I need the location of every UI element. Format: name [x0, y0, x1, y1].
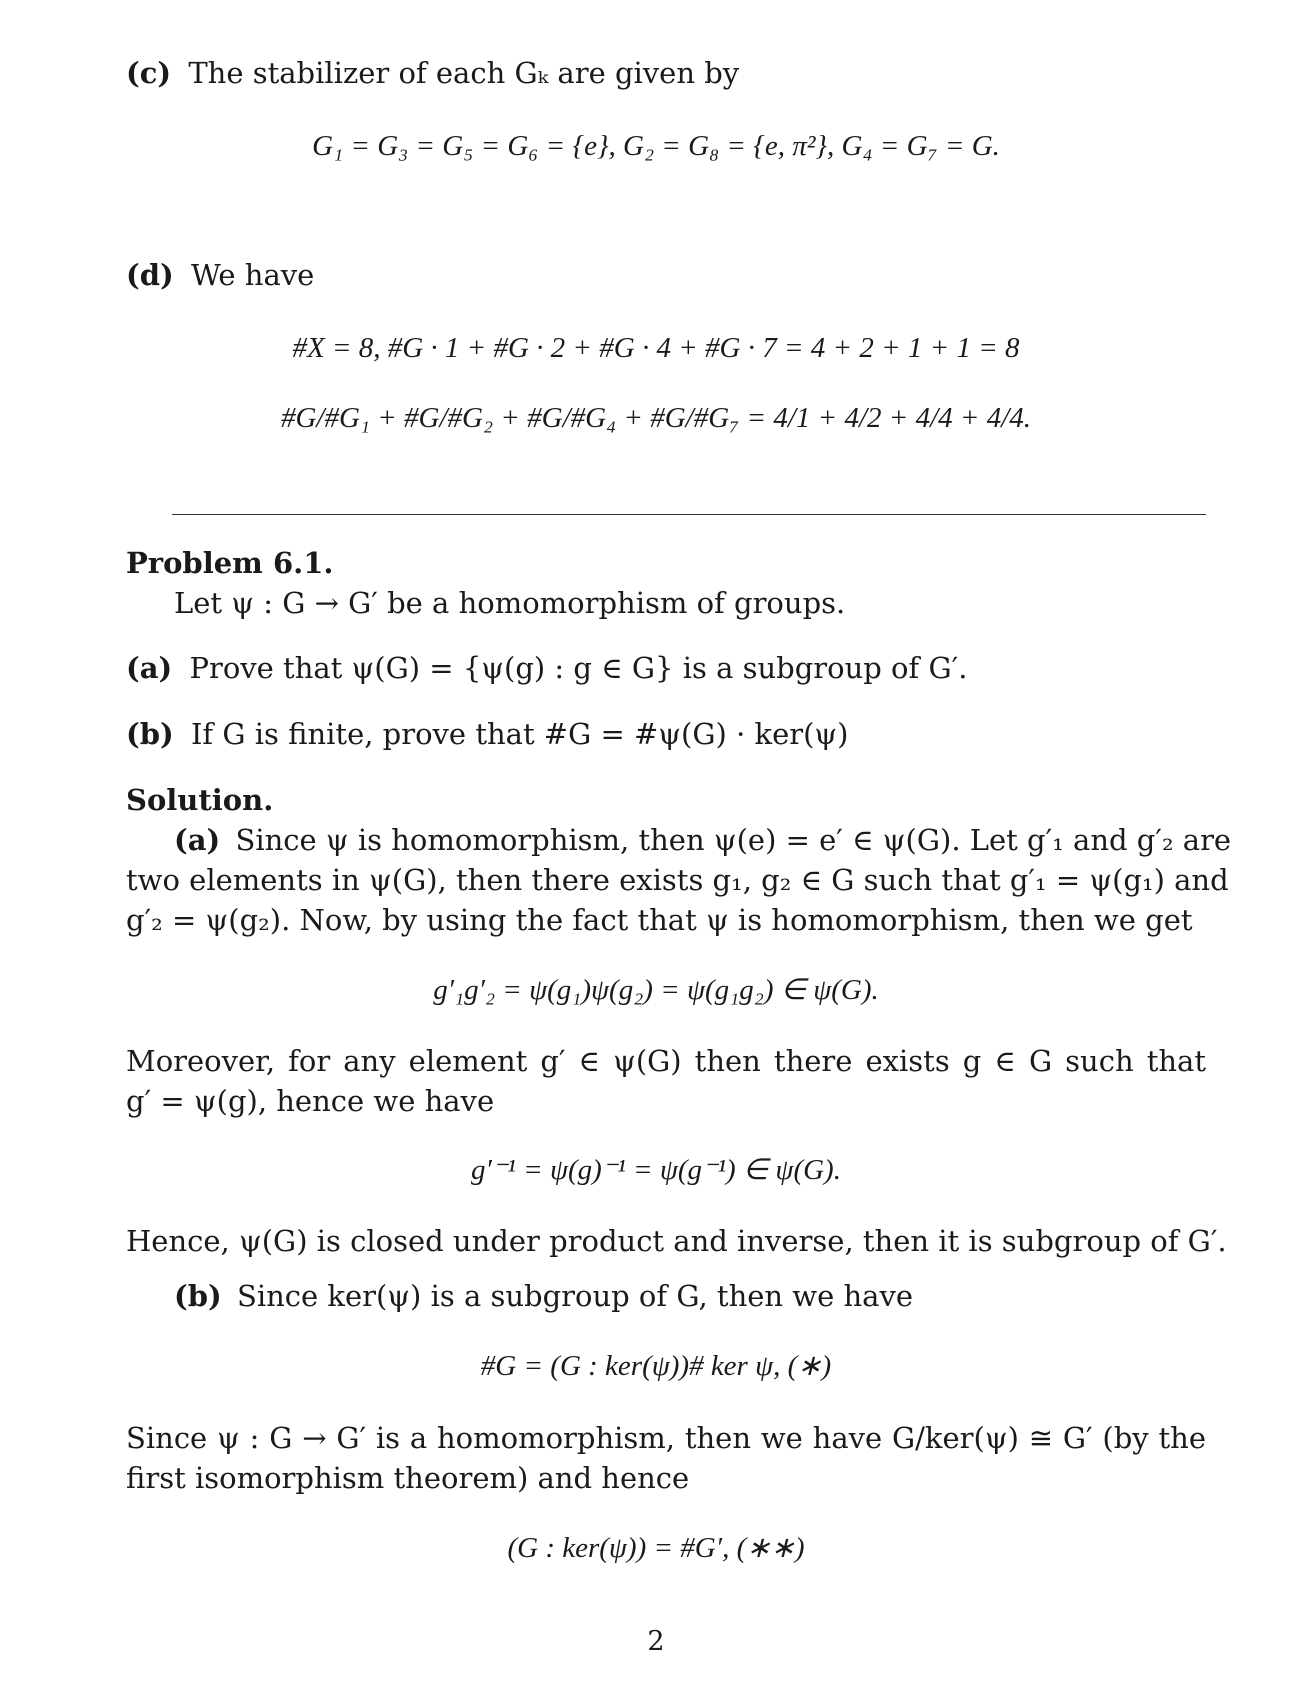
problem-b-text: If G is finite, prove that #G = #ψ(G) · ker(ψ)	[190, 717, 849, 751]
problem-part-b	[126, 716, 848, 752]
solution-equation-4: (G : ker(ψ)) = #G′, (∗∗)	[507, 1532, 805, 1564]
part-c-line	[126, 55, 739, 91]
part-d-line	[126, 257, 314, 293]
solution-equation-1: g′₁g′₂ = ψ(g₁)ψ(g₂) = ψ(g₁g₂) ∈ ψ(G).	[433, 974, 879, 1006]
problem-title: Problem 6.1.	[126, 546, 334, 580]
solution-equation-3: #G = (G : ker(ψ))# ker ψ, (∗)	[480, 1350, 832, 1382]
section-divider	[172, 514, 1206, 515]
solution-line-4: Moreover, for any element g′ ∈ ψ(G) then there exists g ∈ G such that	[126, 1044, 1206, 1078]
solution-line-7-text: Since ker(ψ) is a subgroup of G, then we have	[236, 1279, 914, 1313]
problem-b-label: (b)	[126, 717, 174, 751]
solution-line-1	[174, 822, 1232, 858]
solution-line-9: first isomorphism theorem) and hence	[126, 1461, 690, 1495]
solution-line-8: Since ψ : G → G′ is a homomorphism, then we have G/ker(ψ) ≅ G′ (by the	[126, 1421, 1206, 1455]
part-c-equation: G₁ = G₃ = G₅ = G₆ = {e}, G₂ = G₈ = {e, π²}, G₄ = G₇ = G.	[312, 130, 1000, 162]
page-number: 2	[647, 1626, 665, 1657]
solution-line-5: g′ = ψ(g), hence we have	[126, 1084, 495, 1118]
problem-part-a	[126, 650, 967, 686]
solution-b-label: (b)	[174, 1279, 222, 1313]
solution-line-6: Hence, ψ(G) is closed under product and inverse, then it is subgroup of G′.	[126, 1224, 1227, 1258]
solution-title: Solution.	[126, 783, 274, 817]
solution-line-2: two elements in ψ(G), then there exists g₁, g₂ ∈ G such that g′₁ = ψ(g₁) and	[126, 863, 1229, 897]
part-d-text: We have	[190, 258, 315, 292]
solution-equation-2: g′⁻¹ = ψ(g)⁻¹ = ψ(g⁻¹) ∈ ψ(G).	[471, 1154, 841, 1186]
part-c-text: The stabilizer of each Gₖ are given by	[188, 56, 740, 90]
solution-line-1-text: Since ψ is homomorphism, then ψ(e) = e′ ∈ ψ(G). Let g′₁ and g′₂ are	[235, 823, 1232, 857]
solution-a-label: (a)	[174, 823, 221, 857]
problem-intro: Let ψ : G → G′ be a homomorphism of groups.	[174, 586, 846, 620]
part-c-label: (c)	[126, 56, 172, 90]
solution-line-3: g′₂ = ψ(g₂). Now, by using the fact that ψ is homomorphism, then we get	[126, 903, 1193, 937]
part-d-equation-2: #G/#G₁ + #G/#G₂ + #G/#G₄ + #G/#G₇ = 4/1 + 4/2 + 4/4 + 4/4.	[280, 402, 1032, 434]
solution-line-7	[174, 1278, 913, 1314]
problem-a-text: Prove that ψ(G) = {ψ(g) : g ∈ G} is a subgroup of G′.	[189, 651, 968, 685]
problem-a-label: (a)	[126, 651, 173, 685]
part-d-equation-1: #X = 8, #G · 1 + #G · 2 + #G · 4 + #G · 7 = 4 + 2 + 1 + 1 = 8	[292, 332, 1020, 364]
part-d-label: (d)	[126, 258, 174, 292]
